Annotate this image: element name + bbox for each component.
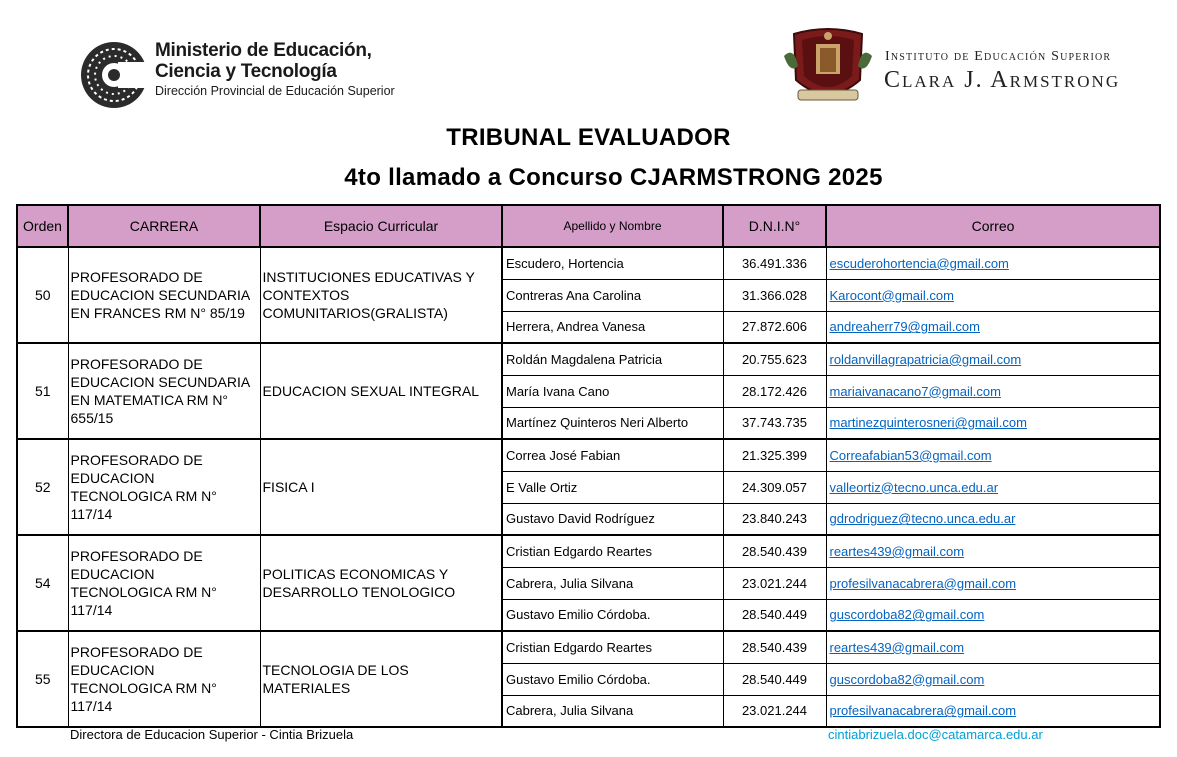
nombre-cell: Gustavo David Rodríguez xyxy=(502,503,723,535)
nombre-cell: Cristian Edgardo Reartes xyxy=(502,535,723,567)
email-link[interactable]: reartes439@gmail.com xyxy=(829,543,965,559)
correo-cell xyxy=(826,663,1160,695)
email-link[interactable]: gdrodriguez@tecno.unca.edu.ar xyxy=(829,511,1016,527)
correo-cell xyxy=(826,503,1160,535)
page-title: TRIBUNAL EVALUADOR xyxy=(446,124,731,151)
header-espacio: Espacio Curricular xyxy=(260,205,502,247)
table-row xyxy=(17,535,1160,567)
ministry-name-line2: Ciencia y Tecnología xyxy=(155,61,337,82)
nombre-cell: Contreras Ana Carolina xyxy=(502,279,723,311)
dni-cell: 23.840.243 xyxy=(723,503,826,535)
table-row xyxy=(17,439,1160,471)
institute-name-line2: Clara J. Armstrong xyxy=(884,67,1121,93)
dni-cell: 31.366.028 xyxy=(723,279,826,311)
header-orden: Orden xyxy=(17,205,68,247)
carrera-cell: PROFESORADO DE EDUCACION TECNOLOGICA RM N° 117/14 xyxy=(68,631,260,727)
nombre-cell: E Valle Ortiz xyxy=(502,471,723,503)
dni-cell: 28.540.439 xyxy=(723,535,826,567)
dni-cell: 36.491.336 xyxy=(723,247,826,279)
email-link[interactable]: guscordoba82@gmail.com xyxy=(829,607,985,623)
correo-cell xyxy=(826,247,1160,279)
header-nombre: Apellido y Nombre xyxy=(502,205,723,247)
correo-cell xyxy=(826,631,1160,663)
espacio-cell: FISICA I xyxy=(260,439,502,535)
ministry-directorate: Dirección Provincial de Educación Superior xyxy=(155,84,395,98)
nombre-cell: Cabrera, Julia Silvana xyxy=(502,695,723,727)
correo-cell xyxy=(826,407,1160,439)
orden-cell: 54 xyxy=(17,535,68,631)
carrera-cell: PROFESORADO DE EDUCACION TECNOLOGICA RM N° 117/14 xyxy=(68,439,260,535)
email-link[interactable]: guscordoba82@gmail.com xyxy=(829,671,985,687)
carrera-cell: PROFESORADO DE EDUCACION SECUNDARIA EN FRANCES RM N° 85/19 xyxy=(68,247,260,343)
email-link[interactable]: valleortiz@tecno.unca.edu.ar xyxy=(829,479,999,495)
orden-cell: 52 xyxy=(17,439,68,535)
nombre-cell: Cabrera, Julia Silvana xyxy=(502,567,723,599)
correo-cell xyxy=(826,375,1160,407)
dni-cell: 23.021.244 xyxy=(723,695,826,727)
ministry-emblem-icon xyxy=(78,40,150,110)
correo-cell xyxy=(826,567,1160,599)
email-link[interactable]: mariaivanacano7@gmail.com xyxy=(829,383,1001,399)
orden-cell: 50 xyxy=(17,247,68,343)
correo-cell xyxy=(826,599,1160,631)
orden-cell: 55 xyxy=(17,631,68,727)
nombre-cell: Gustavo Emilio Córdoba. xyxy=(502,663,723,695)
espacio-cell: INSTITUCIONES EDUCATIVAS Y CONTEXTOS COMUNITARIOS(GRALISTA) xyxy=(260,247,502,343)
nombre-cell: Cristian Edgardo Reartes xyxy=(502,631,723,663)
orden-cell: 51 xyxy=(17,343,68,439)
header-dni: D.N.I.N° xyxy=(723,205,826,247)
ministry-name-line1: Ministerio de Educación, xyxy=(155,40,372,61)
correo-cell xyxy=(826,695,1160,727)
email-link[interactable]: martinezquinterosneri@gmail.com xyxy=(829,415,1027,431)
jury-table xyxy=(16,204,1161,728)
dni-cell: 28.540.449 xyxy=(723,663,826,695)
nombre-cell: Escudero, Hortencia xyxy=(502,247,723,279)
page-subtitle: 4to llamado a Concurso CJARMSTRONG 2025 xyxy=(344,164,883,191)
dni-cell: 28.540.449 xyxy=(723,599,826,631)
email-link[interactable]: andreaherr79@gmail.com xyxy=(829,319,980,335)
table-row xyxy=(17,343,1160,375)
dni-cell: 23.021.244 xyxy=(723,567,826,599)
correo-cell xyxy=(826,343,1160,375)
nombre-cell: Gustavo Emilio Córdoba. xyxy=(502,599,723,631)
espacio-cell: TECNOLOGIA DE LOS MATERIALES xyxy=(260,631,502,727)
correo-cell xyxy=(826,535,1160,567)
institute-logo xyxy=(780,26,1140,110)
footer-signature: Directora de Educacion Superior - Cintia Brizuela xyxy=(70,727,354,742)
dni-cell: 20.755.623 xyxy=(723,343,826,375)
dni-cell: 37.743.735 xyxy=(723,407,826,439)
dni-cell: 27.872.606 xyxy=(723,311,826,343)
header-carrera: CARRERA xyxy=(68,205,260,247)
nombre-cell: María Ivana Cano xyxy=(502,375,723,407)
footer-email-link[interactable]: cintiabrizuela.doc@catamarca.edu.ar xyxy=(828,727,1043,742)
carrera-cell: PROFESORADO DE EDUCACION TECNOLOGICA RM N° 117/14 xyxy=(68,535,260,631)
nombre-cell: Correa José Fabian xyxy=(502,439,723,471)
email-link[interactable]: profesilvanacabrera@gmail.com xyxy=(829,575,1017,591)
header-correo: Correo xyxy=(826,205,1160,247)
espacio-cell: POLITICAS ECONOMICAS Y DESARROLLO TENOLOGICO xyxy=(260,535,502,631)
nombre-cell: Roldán Magdalena Patricia xyxy=(502,343,723,375)
institute-crest-icon xyxy=(780,26,876,110)
carrera-cell: PROFESORADO DE EDUCACION SECUNDARIA EN MATEMATICA RM N° 655/15 xyxy=(68,343,260,439)
email-link[interactable]: roldanvillagrapatricia@gmail.com xyxy=(829,351,1022,367)
dni-cell: 21.325.399 xyxy=(723,439,826,471)
email-link[interactable]: profesilvanacabrera@gmail.com xyxy=(829,703,1017,719)
correo-cell xyxy=(826,471,1160,503)
email-link[interactable]: reartes439@gmail.com xyxy=(829,639,965,655)
correo-cell xyxy=(826,311,1160,343)
espacio-cell: EDUCACION SEXUAL INTEGRAL xyxy=(260,343,502,439)
table-header-row xyxy=(17,205,1160,247)
institute-name-line1: Instituto de Educación Superior xyxy=(885,49,1112,64)
table-row xyxy=(17,247,1160,279)
ministry-logo xyxy=(78,38,438,110)
correo-cell xyxy=(826,439,1160,471)
email-link[interactable]: escuderohortencia@gmail.com xyxy=(829,255,1009,271)
dni-cell: 28.172.426 xyxy=(723,375,826,407)
dni-cell: 24.309.057 xyxy=(723,471,826,503)
email-link[interactable]: Karocont@gmail.com xyxy=(829,287,954,303)
table-row xyxy=(17,631,1160,663)
correo-cell xyxy=(826,279,1160,311)
nombre-cell: Martínez Quinteros Neri Alberto xyxy=(502,407,723,439)
nombre-cell: Herrera, Andrea Vanesa xyxy=(502,311,723,343)
dni-cell: 28.540.439 xyxy=(723,631,826,663)
email-link[interactable]: Correafabian53@gmail.com xyxy=(829,447,992,463)
